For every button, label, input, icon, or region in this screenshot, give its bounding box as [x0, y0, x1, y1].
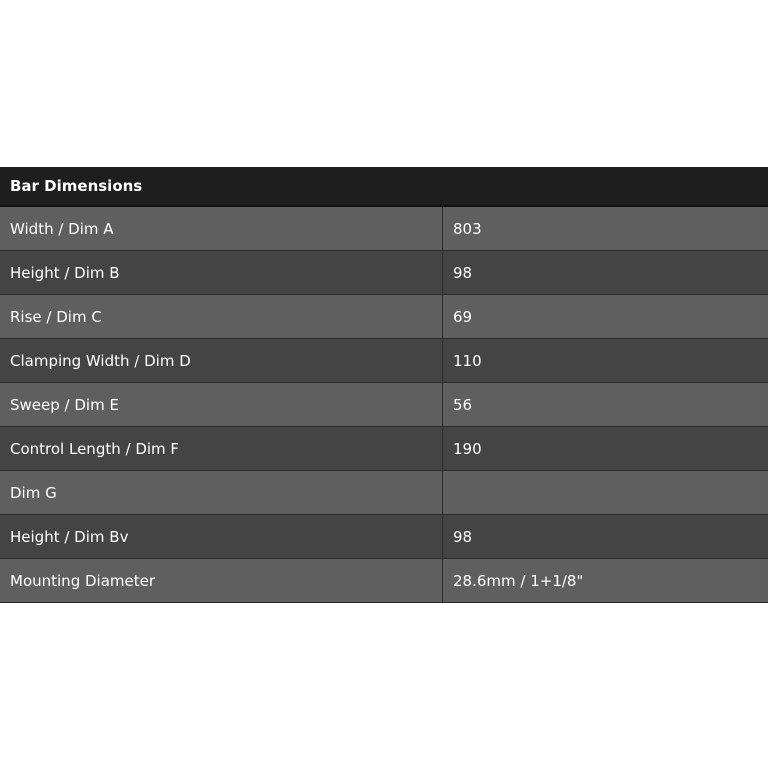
row-value: 98: [453, 527, 473, 546]
row-value: 110: [453, 351, 482, 370]
table-title: Bar Dimensions: [0, 167, 768, 207]
table-row: [0, 427, 768, 471]
table-row: [0, 207, 768, 251]
row-value: 56: [453, 395, 473, 414]
bar-dimensions-table: [0, 167, 768, 603]
table-row: [0, 383, 768, 427]
row-label: Dim G: [0, 471, 443, 514]
table-row: [0, 471, 768, 515]
row-label: Height / Dim B: [0, 251, 443, 294]
table-row: [0, 515, 768, 559]
row-label: Width / Dim A: [0, 207, 443, 250]
table-row: [0, 559, 768, 603]
row-label: Sweep / Dim E: [0, 383, 443, 426]
row-label: Mounting Diameter: [0, 559, 443, 602]
table-row: [0, 295, 768, 339]
row-value: 28.6mm / 1+1/8": [453, 571, 584, 590]
row-label: Clamping Width / Dim D: [0, 339, 443, 382]
row-label: Height / Dim Bv: [0, 515, 443, 558]
table-row: [0, 339, 768, 383]
row-label: Control Length / Dim F: [0, 427, 443, 470]
row-value: 98: [453, 263, 473, 282]
table-row: [0, 251, 768, 295]
row-value: 69: [453, 307, 473, 326]
row-label: Rise / Dim C: [0, 295, 443, 338]
row-value: [443, 471, 768, 514]
row-value: 803: [453, 219, 482, 238]
row-value: 190: [453, 439, 482, 458]
